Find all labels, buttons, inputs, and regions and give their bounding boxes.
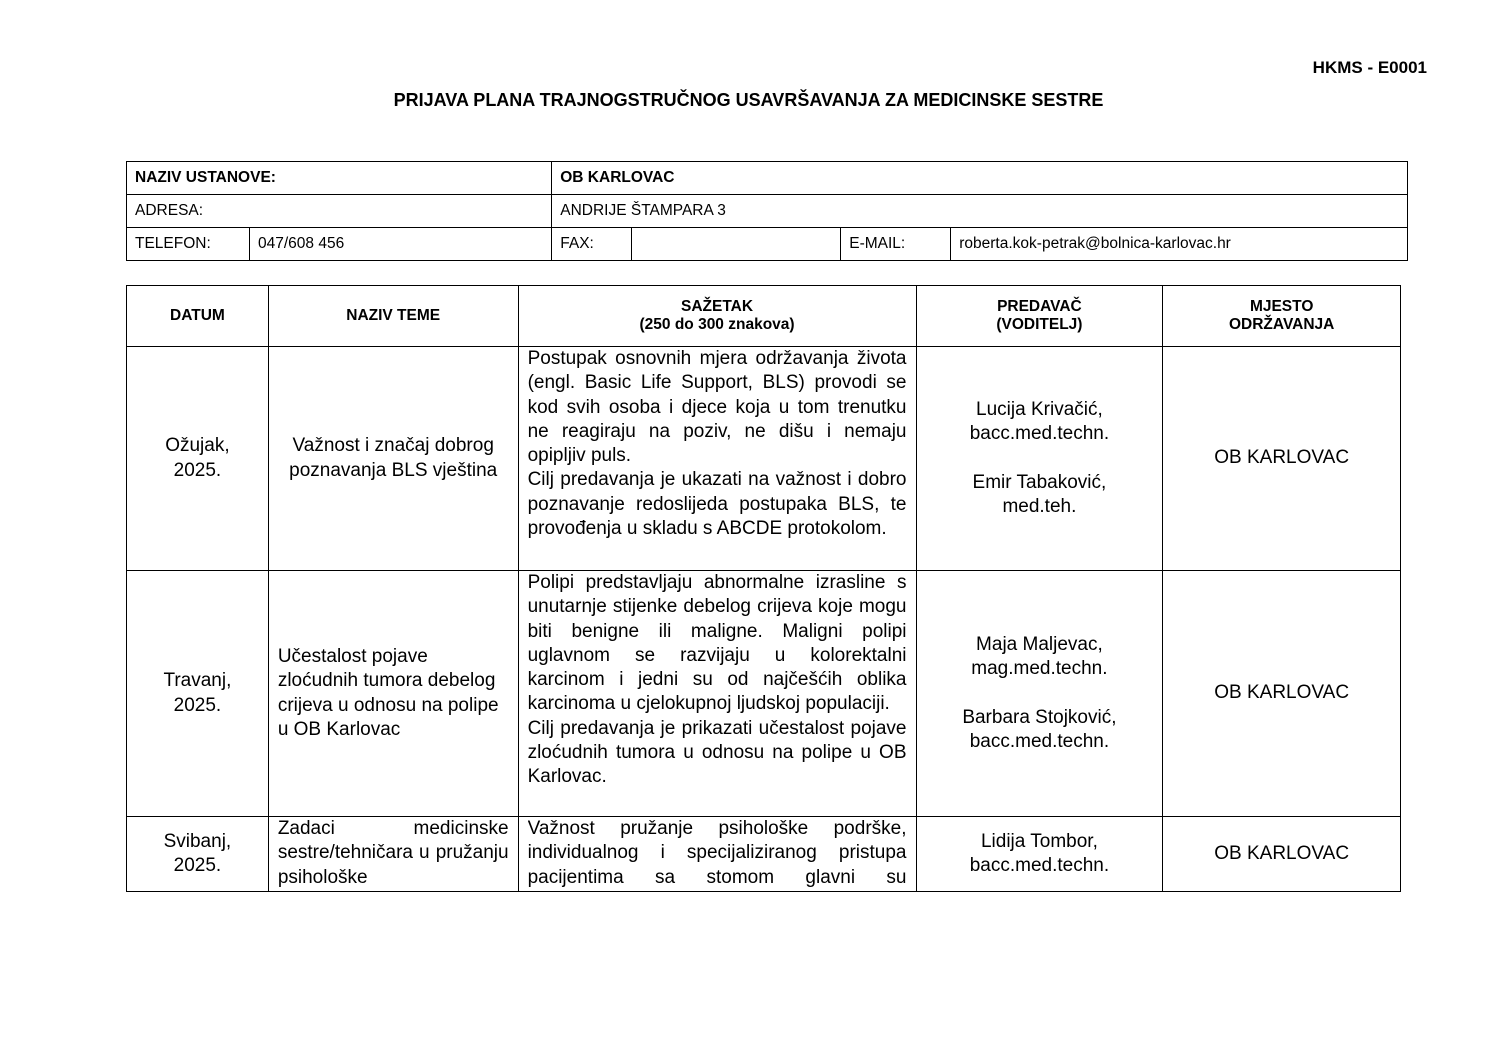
- institution-name-label: NAZIV USTANOVE:: [127, 162, 552, 195]
- form-code: HKMS - E0001: [1312, 58, 1427, 77]
- row-topic: Učestalost pojave zloćudnih tumora debelog crijeva u odnosu na polipe u OB Karlovac: [268, 571, 518, 817]
- institution-address-row: [127, 195, 1408, 228]
- lecturer-1-name: Maja Maljevac,: [976, 633, 1103, 655]
- row-lecturers: [916, 817, 1163, 892]
- institution-contact-row: [127, 228, 1408, 261]
- row-date-month: Svibanj,: [163, 830, 232, 852]
- row-summary: [518, 817, 916, 892]
- row-location: OB KARLOVAC: [1163, 571, 1401, 817]
- row-date-year: 2025.: [173, 459, 222, 481]
- col-summary-header: [518, 286, 916, 347]
- phone-label: TELEFON:: [127, 228, 250, 261]
- row-summary-p2: Cilj predavanja je prikazati učestalost pojave zloćudnih tumora u odnosu na polipe u OB Karlovac.: [527, 717, 907, 788]
- row-summary-p2: Cilj predavanja je ukazati na važnost i dobro poznavanje redoslijeda postupaka BLS, te provođenja u skladu s ABCDE protokolom.: [527, 469, 907, 540]
- lecturer-1-title: bacc.med.techn.: [969, 855, 1110, 876]
- plan-header-row: [127, 286, 1401, 347]
- row-date: [127, 817, 269, 892]
- row-lecturers: [916, 571, 1163, 817]
- row-date: [127, 347, 269, 571]
- col-lecturer-header: [916, 286, 1163, 347]
- fax-label: FAX:: [552, 228, 632, 261]
- lecturer-1-name: Lidija Tombor,: [980, 830, 1098, 852]
- institution-name-row: [127, 162, 1408, 195]
- location-header-line1: MJESTO: [1249, 298, 1314, 315]
- row-summary: [518, 571, 916, 817]
- table-row: [127, 571, 1401, 817]
- lecturer-2-title: med.teh.: [1002, 495, 1077, 517]
- page-title: PRIJAVA PLANA TRAJNOGSTRUČNOG USAVRŠAVANJA ZA MEDICINSKE SESTRE: [393, 90, 1104, 110]
- row-location: OB KARLOVAC: [1163, 347, 1401, 571]
- row-date-month: Ožujak,: [165, 435, 230, 457]
- plan-table: [126, 285, 1401, 892]
- phone-value: 047/608 456: [250, 228, 552, 261]
- row-location: OB KARLOVAC: [1163, 817, 1401, 892]
- table-row: [127, 347, 1401, 571]
- row-summary-p1: Polipi predstavljaju abnormalne izrasline s unutarnje stijenke debelog crijeva koje mogu biti benigne ili maligne. Maligni polipi uglavnom se razvijaju u kolorektalni karcinom i jedni su od najčešćih oblika karcinoma u cjelokupnoj ljudskoj populaciji.: [527, 572, 907, 715]
- table-row: [127, 817, 1401, 892]
- row-lecturers: [916, 347, 1163, 571]
- lecturer-1-name: Lucija Krivačić,: [976, 398, 1103, 420]
- institution-address-value: ANDRIJE ŠTAMPARA 3: [552, 195, 1408, 228]
- row-date-year: 2025.: [173, 694, 222, 716]
- lecturer-2-title: bacc.med.techn.: [969, 730, 1110, 752]
- col-location-header: [1163, 286, 1401, 347]
- row-date-year: 2025.: [173, 855, 222, 876]
- email-value: roberta.kok-petrak@bolnica-karlovac.hr: [951, 228, 1408, 261]
- row-topic-text: Zadaci medicinske sestre/tehničara u pružanju psihološke: [277, 818, 509, 888]
- lecturer-header-line2: (VODITELJ): [996, 316, 1083, 333]
- row-topic: [268, 817, 518, 892]
- lecturer-1-title: bacc.med.techn.: [969, 423, 1110, 445]
- row-date: [127, 571, 269, 817]
- row-summary: [518, 347, 916, 571]
- col-date-header: DATUM: [127, 286, 269, 347]
- lecturer-2-name: Barbara Stojković,: [962, 706, 1117, 728]
- row-date-month: Travanj,: [163, 670, 232, 692]
- email-label: E-MAIL:: [841, 228, 951, 261]
- row-summary-p1: Postupak osnovnih mjera održavanja života (engl. Basic Life Support, BLS) provodi se kod svih osoba i djece koja u tom trenutku ne reagiraju na poziv, ne dišu i nemaju opipljiv puls.: [527, 348, 907, 467]
- lecturer-2-name: Emir Tabaković,: [972, 471, 1107, 493]
- fax-value: [632, 228, 841, 261]
- row-topic: Važnost i značaj dobrog poznavanja BLS vještina: [268, 347, 518, 571]
- lecturer-header-line1: PREDAVAČ: [997, 298, 1082, 315]
- summary-header-title: SAŽETAK: [681, 298, 754, 315]
- institution-address-label: ADRESA:: [127, 195, 552, 228]
- institution-name-value: OB KARLOVAC: [552, 162, 1408, 195]
- row-summary-p1: Važnost pružanje psihološke podrške, individualnog i specijaliziranog pristupa pacijentima sa stomom glavni su: [527, 818, 907, 888]
- location-header-line2: ODRŽAVANJA: [1228, 316, 1335, 333]
- col-topic-header: NAZIV TEME: [268, 286, 518, 347]
- institution-table: [126, 161, 1408, 261]
- summary-header-note: (250 do 300 znakova): [639, 316, 795, 333]
- lecturer-1-title: mag.med.techn.: [971, 658, 1108, 680]
